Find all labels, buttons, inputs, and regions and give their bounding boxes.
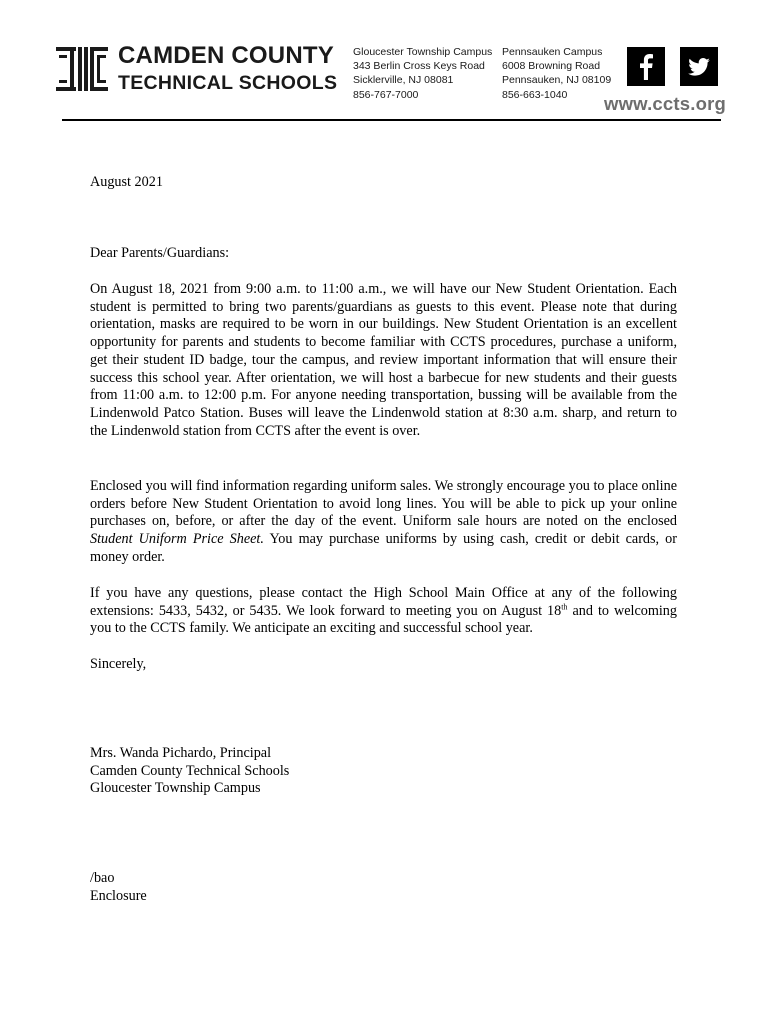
website-link[interactable]: www.ccts.org xyxy=(604,93,726,114)
paragraph-orientation: On August 18, 2021 from 9:00 a.m. to 11:00 a.m., we will have our New Student Orientation. Each student is permitted to bring two parents/guardians as guests to this event. Please note that during orientation, masks are required to be worn in our buildings. New Student Orientation is an excellent opportunity for parents and students to become familiar with CCTS procedures, purchase a uniform, get their student ID badge, tour the campus, and review important information that will ensure their success this school year. After orientation, we will host a barbecue for new students and their guests from 11:00 a.m. to 12:00 p.m. For anyone needing transportation, bussing will be available from the Lindenwold Patco Station. Buses will leave the Lindenwold station at 8:30 a.m. sharp, and return to the Lindenwold station from CCTS after the event is over. xyxy=(90,281,677,439)
signature-block xyxy=(90,745,677,798)
signer-campus: Gloucester Township Campus xyxy=(90,780,261,797)
signer-organization: Camden County Technical Schools xyxy=(90,762,290,779)
signer-name-title: Mrs. Wanda Pichardo, Principal xyxy=(90,745,272,761)
salutation: Dear Parents/Guardians: xyxy=(90,245,230,261)
campus-gloucester-address xyxy=(353,45,492,102)
campus-phone: 856-663-1040 xyxy=(502,88,568,101)
campus-name: Pennsauken Campus xyxy=(502,46,603,58)
ccts-logo-icon xyxy=(56,45,108,93)
paragraph-text: and to welcoming you to the CCTS family. We anticipate an exciting and successful school year. xyxy=(90,602,677,637)
campus-city: Pennsauken, NJ 08109 xyxy=(502,74,612,87)
campus-pennsauken-address xyxy=(502,45,611,102)
facebook-glyph xyxy=(639,54,653,80)
campus-street: 6008 Browning Road xyxy=(502,60,601,73)
typist-initials: /bao xyxy=(90,870,115,886)
enclosure-note: Enclosure xyxy=(90,887,147,904)
header-divider xyxy=(62,119,721,121)
paragraph-text: Enclosed you will find information regarding uniform sales. We strongly encourage you to place online orders before New Student Orientation to avoid long lines. You will be able to pick up your online purchases on, before, or after the day of the event. Uniform sale hours are noted on the enclosed xyxy=(90,478,677,530)
facebook-icon[interactable] xyxy=(627,47,665,86)
letter-date: August 2021 xyxy=(90,174,163,190)
org-name-line2: TECHNICAL SCHOOLS xyxy=(118,72,338,94)
twitter-icon[interactable] xyxy=(680,47,718,86)
campus-phone: 856-767-7000 xyxy=(353,88,419,101)
price-sheet-title: Student Uniform Price Sheet. xyxy=(90,531,264,548)
paragraph-text: If you have any questions, please contact the High School Main Office at any of the following extensions: 5433, 5432, or 5435. We look forward to meeting you on August 18 xyxy=(90,585,677,619)
twitter-glyph xyxy=(688,58,710,76)
paragraph-text: You may purchase uniforms by using cash, credit or debit cards, or money order. xyxy=(90,531,677,565)
campus-name: Gloucester Township Campus xyxy=(353,46,493,58)
closing: Sincerely, xyxy=(90,656,147,672)
reference-block xyxy=(90,870,677,905)
campus-city: Sicklerville, NJ 08081 xyxy=(353,74,454,87)
org-name xyxy=(118,44,337,94)
ordinal-suffix: th xyxy=(561,601,568,611)
org-name-line1: CAMDEN COUNTY xyxy=(118,42,334,69)
paragraph-uniforms xyxy=(90,478,677,567)
paragraph-contact xyxy=(90,585,677,638)
campus-street: 343 Berlin Cross Keys Road xyxy=(353,60,485,73)
